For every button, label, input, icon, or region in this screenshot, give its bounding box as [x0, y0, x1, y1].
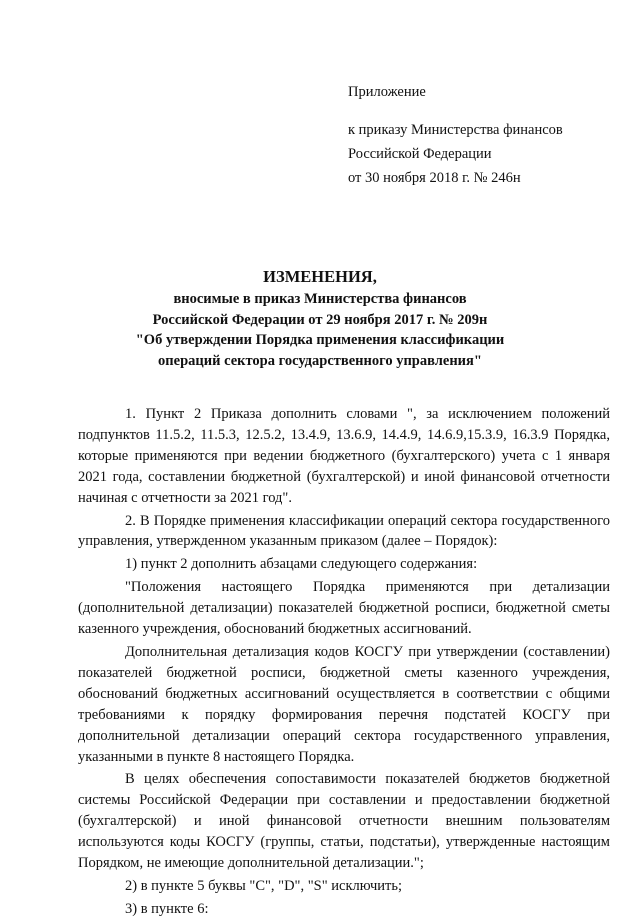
paragraph-2: 2. В Порядке применения классификации операций сектора государственного управления, утвержденном указанным приказом (далее – Порядок):	[78, 512, 610, 550]
title-heading: ИЗМЕНЕНИЯ,	[263, 267, 377, 286]
paragraph-6: В целях обеспечения сопоставимости показателей бюджетов бюджетной системы Российской Федерации при составлении и предоставлении бюджетной (бухгалтерской) и иной финансовой отчетности внешним пользователям используются коды КОСГУ (группы, статьи, подстатьи), утвержденные настоящим Порядком, не имеющие дополнительной детализации.";	[78, 771, 610, 872]
document-body	[78, 404, 610, 922]
appendix-gap	[348, 104, 628, 118]
appendix-label: Приложение	[348, 84, 426, 100]
appendix-block	[348, 80, 628, 190]
paragraph-8: 3) в пункте 6:	[125, 900, 209, 917]
paragraph-4: "Положения настоящего Порядка применяются при детализации (дополнительной детализации) показателей бюджетной росписи, бюджетной сметы казенного учреждения, обоснований бюджетных ассигнований.	[78, 579, 610, 638]
appendix-order-ref: к приказу Министерства финансов	[348, 122, 563, 138]
title-line-3: "Об утверждении Порядка применения классификации	[135, 332, 505, 349]
title-line-4: операций сектора государственного управления"	[158, 352, 482, 369]
appendix-country: Российской Федерации	[348, 146, 492, 162]
paragraph-1: 1. Пункт 2 Приказа дополнить словами ", за исключением положений подпунктов 11.5.2, 11.5.3, 12.5.2, 13.4.9, 13.6.9, 14.4.9, 14.6.9,15.3.9, 16.3.9 Порядка, которые применяются при ведении бюджетного (бухгалтерского) учета с 1 января 2021 года, составлении бюджетной (бухгалтерской) и иной финансовой отчетности начиная с отчетности за 2021 год".	[78, 406, 610, 506]
title-line-2: Российской Федерации от 29 ноября 2017 г. № 209н	[152, 311, 488, 328]
paragraph-7: 2) в пункте 5 буквы "С", "D", "S" исключить;	[125, 877, 403, 894]
appendix-date: от 30 ноября 2018 г. № 246н	[348, 170, 521, 186]
paragraph-3: 1) пункт 2 дополнить абзацами следующего содержания:	[125, 556, 478, 573]
title-line-1: вносимые в приказ Министерства финансов	[173, 291, 467, 307]
document-title	[70, 266, 570, 371]
paragraph-5: Дополнительная детализация кодов КОСГУ при утверждении (составлении) показателей бюджетной росписи, бюджетной сметы казенного учреждения, обоснований бюджетных ассигнований осуществляется в соответствии с общими требованиями к порядку формирования перечня подстатей КОСГУ при дополнительной детализации операций сектора государственного управления, указанными в пункте 8 настоящего Порядка.	[78, 643, 610, 765]
